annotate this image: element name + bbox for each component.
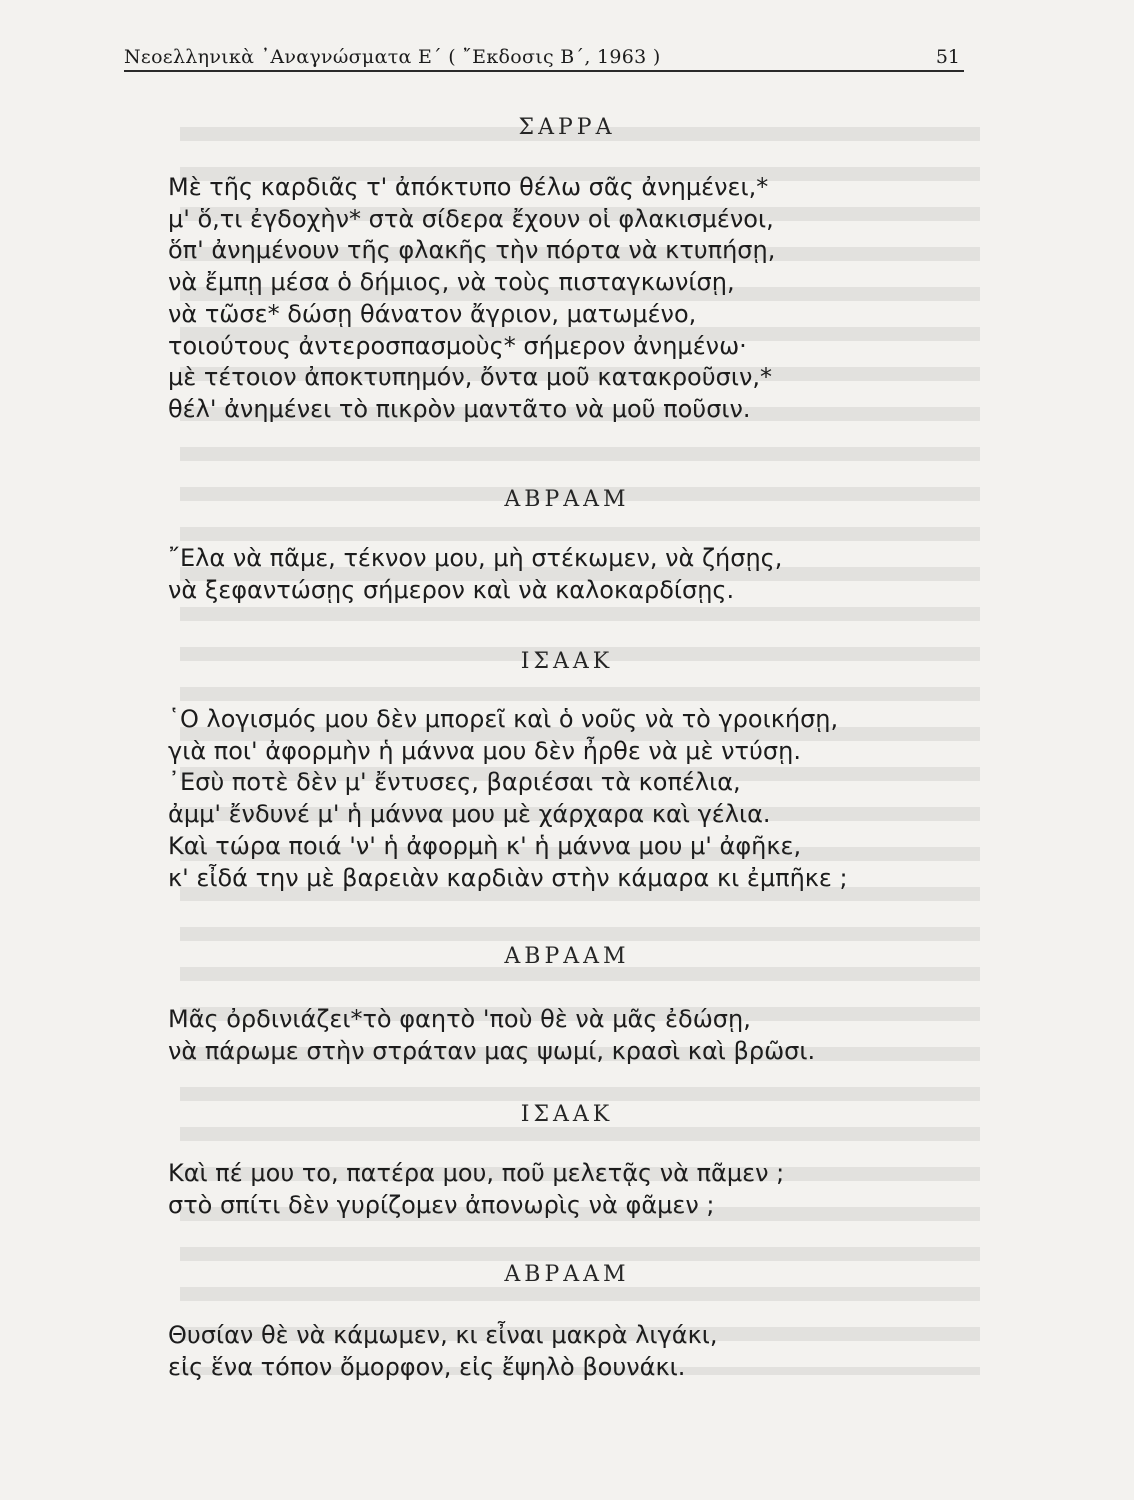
verse-line: ῾Ο λογισμός μου δὲν μπορεῖ καὶ ὁ νοῦς νὰ τὸ γροικήσῃ, <box>168 705 839 733</box>
verse-line: Μὲ τῆς καρδιᾶς τ' ἀπόκτυπο θέλω σᾶς ἀνημένει,* <box>168 173 769 201</box>
speaker-heading: ΑΒΡΑΑΜ <box>504 1262 630 1287</box>
verse-line: Καὶ πέ μου το, πατέρα μου, ποῦ μελετᾷς νὰ πᾶμεν ; <box>168 1159 785 1187</box>
verse-line: ὅπ' ἀνημένουν τῆς φλακῆς τὴν πόρτα νὰ κτυπήσῃ, <box>168 236 776 265</box>
verse-line: Θυσίαν θὲ νὰ κάμωμεν, κι εἶναι μακρὰ λιγάκι, <box>168 1321 718 1349</box>
speaker-heading: ΙΣΑΑΚ <box>520 649 614 674</box>
verse-line: θέλ' ἀνημένει τὸ πικρὸν μαντᾶτο νὰ μοῦ ποῦσιν. <box>168 394 751 423</box>
page-number: 51 <box>935 46 960 68</box>
verse-stanza <box>168 1320 988 1383</box>
verse-stanza <box>168 543 988 606</box>
verse-line: στὸ σπίτι δὲν γυρίζομεν ἀπονωρὶς νὰ φᾶμεν ; <box>168 1190 715 1219</box>
speaker-heading: ΙΣΑΑΚ <box>520 1102 614 1127</box>
verse-line: νὰ ἔμπῃ μέσα ὁ δήμιος, νὰ τοὺς πισταγκωνίσῃ, <box>168 268 735 297</box>
verse-stanza <box>168 704 988 894</box>
verse-line: γιὰ ποι' ἀφορμὴν ἡ μάννα μου δὲν ἦρθε νὰ μὲ ντύσῃ. <box>168 736 801 765</box>
verse-line: μὲ τέτοιον ἀποκτυπημόν, ὄντα μοῦ κατακροῦσιν,* <box>168 363 772 392</box>
verse-line: Μᾶς ὀρδινιάζει*τὸ φαητὸ 'ποὺ θὲ νὰ μᾶς ἐδώσῃ, <box>168 1005 751 1033</box>
verse-line: κ' εἶδά την μὲ βαρειὰν καρδιὰν στὴν κάμαρα κι ἐμπῆκε ; <box>168 863 848 892</box>
verse-line: νὰ πάρωμε στὴν στράταν μας ψωμί, κρασὶ καὶ βρῶσι. <box>168 1036 816 1065</box>
verse-line: εἰς ἕνα τόπον ὄμορφον, εἰς ἔψηλὸ βουνάκι. <box>168 1352 686 1381</box>
verse-line: νὰ τῶσε* δώσῃ θάνατον ἄγριον, ματωμένο, <box>168 299 697 328</box>
verse-line: τοιούτους ἀντεροσπασμοὺς* σήμερον ἀνημένω· <box>168 331 747 360</box>
speaker-heading: ΑΒΡΑΑΜ <box>504 944 630 969</box>
verse-stanza <box>168 1004 988 1067</box>
verse-line: ἀμμ' ἔνδυνέ μ' ἡ μάννα μου μὲ χάρχαρα καὶ γέλια. <box>168 800 771 829</box>
verse-stanza <box>168 172 988 426</box>
verse-line: μ' ὅ,τι ἐγδοχὴν* στὰ σίδερα ἔχουν οἱ φλακισμένοι, <box>168 204 774 233</box>
verse-line: νὰ ξεφαντώσῃς σήμερον καὶ νὰ καλοκαρδίσῃς. <box>168 575 735 604</box>
verse-line: ῎Ελα νὰ πᾶμε, τέκνον μου, μὴ στέκωμεν, νὰ ζήσῃς, <box>168 544 783 572</box>
verse-stanza <box>168 1158 988 1221</box>
running-title: Νεοελληνικὰ ᾿Αναγνώσματα Ε΄ ( ῎Εκδοσις Β΄, 1963 ) <box>124 46 661 68</box>
verse-line: Καὶ τώρα ποιά 'ν' ἡ ἀφορμὴ κ' ἡ μάννα μου μ' ἀφῆκε, <box>168 831 802 860</box>
verse-line: ᾿Εσὺ ποτὲ δὲν μ' ἔντυσες, βαριέσαι τὰ κοπέλια, <box>168 768 741 797</box>
header-rule <box>124 70 964 72</box>
speaker-heading: ΑΒΡΑΑΜ <box>504 487 630 512</box>
speaker-heading: ΣΑΡΡΑ <box>518 115 616 140</box>
